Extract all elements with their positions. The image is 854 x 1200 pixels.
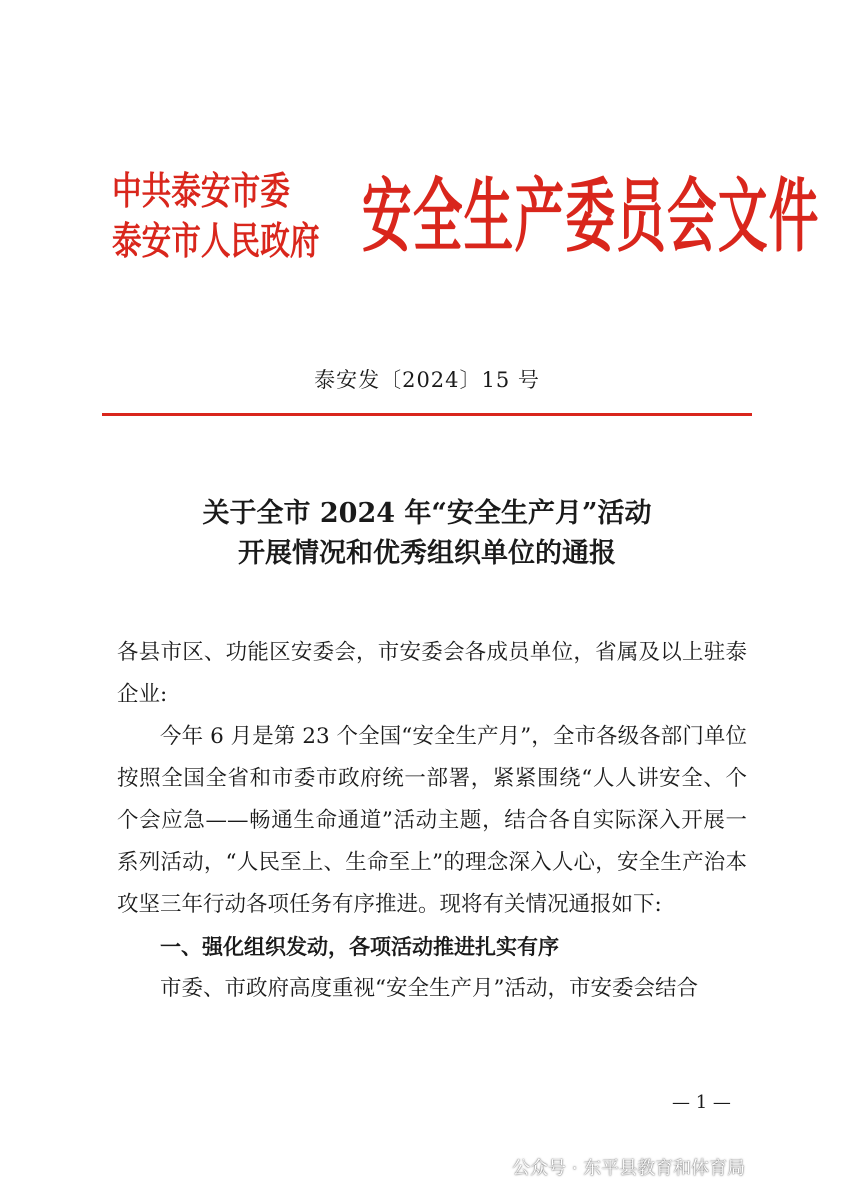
addressee: 各县市区、功能区安委会，市安委会各成员单位，省属及以上驻泰企业: (117, 640, 747, 707)
document-number: 泰安发〔2024〕15 号 (314, 368, 540, 392)
page-number: — 1 — (672, 1092, 731, 1113)
watermark-text: 公众号 · 东平县教育和体育局 (512, 1158, 746, 1179)
title-line-2: 开展情况和优秀组织单位的通报 (238, 538, 616, 569)
document-title (0, 494, 854, 574)
body-paragraph: 市委、市政府高度重视“安全生产月”活动，市安委会结合 (160, 976, 698, 1001)
source-watermark (468, 1150, 745, 1184)
wechat-official-account-icon (468, 1154, 504, 1180)
title-line-1: 关于全市 2024 年“安全生产月”活动 (202, 498, 652, 529)
document-body (117, 632, 747, 1010)
issuer-city-government: 泰安市人民政府 (112, 218, 320, 263)
section-heading: 一、强化组织发动，各项活动推进扎实有序 (160, 935, 559, 959)
issuer-party-committee: 中共泰安市委 (112, 168, 290, 213)
letterhead (112, 160, 820, 270)
body-paragraph: 今年 6 月是第 23 个全国“安全生产月”，全市各级各部门单位按照全国全省和市委市政府统一部署，紧紧围绕“人人讲安全、个个会应急——畅通生命通道”活动主题，结合各自实际深入开展一系列活动，“人民至上、生命至上”的理念深入人心，安全生产治本攻坚三年行动各项任务有序推进。现将有关情况通报如下: (117, 724, 747, 917)
document-kind-heading: 安全生产委员会文件 (362, 169, 820, 263)
issuing-organizations (112, 166, 357, 266)
red-divider-line (102, 413, 752, 416)
